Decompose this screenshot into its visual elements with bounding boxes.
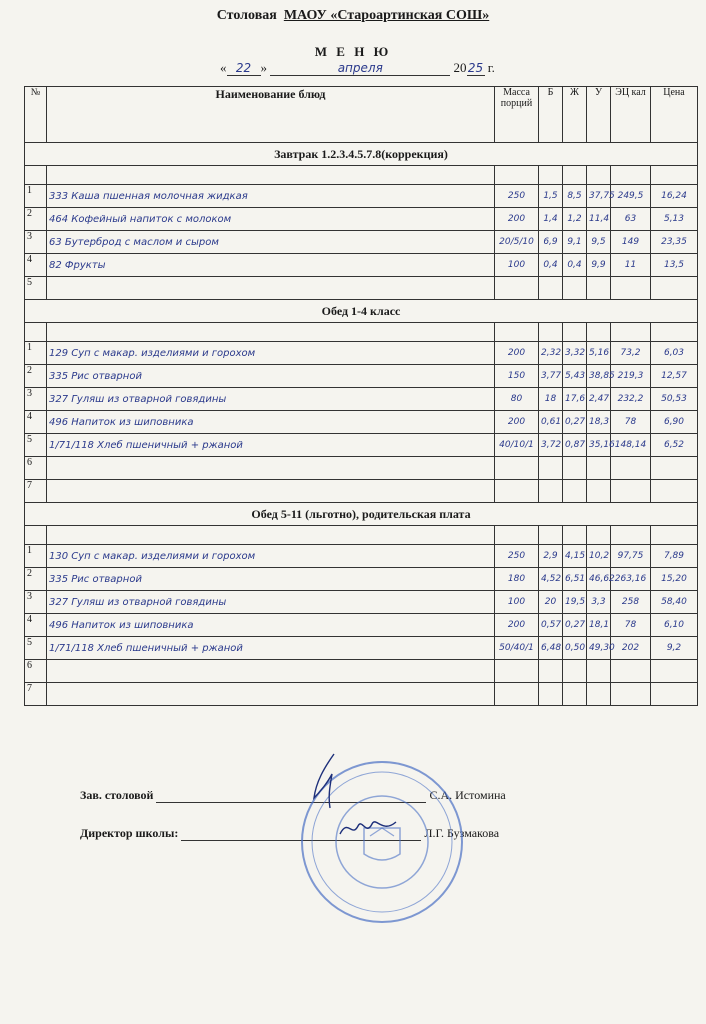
- fat-value: [563, 660, 587, 683]
- carbs-value: 9,5: [587, 231, 611, 254]
- portion-mass: 50/40/1: [495, 637, 539, 660]
- fat-value: [563, 277, 587, 300]
- row-number: 2: [25, 365, 47, 388]
- price-value: 6,90: [651, 411, 698, 434]
- fat-value: 8,5: [563, 185, 587, 208]
- energy-value: 232,2: [611, 388, 651, 411]
- head-name: С.А. Истомина: [429, 788, 506, 802]
- dish-name: 327 Гуляш из отварной говядины: [47, 591, 495, 614]
- protein-value: 18: [539, 388, 563, 411]
- protein-value: 0,4: [539, 254, 563, 277]
- table-row: [25, 277, 698, 300]
- section-header-row: [25, 300, 698, 323]
- section-title: Обед 1-4 класс: [25, 300, 698, 323]
- portion-mass: 250: [495, 185, 539, 208]
- row-number: 4: [25, 411, 47, 434]
- carbs-value: 35,16: [587, 434, 611, 457]
- price-value: 15,20: [651, 568, 698, 591]
- protein-value: [539, 480, 563, 503]
- portion-mass: 20/5/10: [495, 231, 539, 254]
- fat-value: 5,43: [563, 365, 587, 388]
- energy-value: [611, 457, 651, 480]
- menu-table: [24, 86, 698, 706]
- protein-value: 3,72: [539, 434, 563, 457]
- price-value: 23,35: [651, 231, 698, 254]
- energy-value: 11: [611, 254, 651, 277]
- carbs-value: [587, 660, 611, 683]
- table-row: [25, 660, 698, 683]
- dish-name: 82 Фрукты: [47, 254, 495, 277]
- date-day: 22: [227, 61, 261, 76]
- energy-value: [611, 277, 651, 300]
- portion-mass: 200: [495, 614, 539, 637]
- row-number: 4: [25, 614, 47, 637]
- carbs-value: 2,47: [587, 388, 611, 411]
- director-name: Л.Г. Бузмакова: [424, 826, 500, 840]
- row-number: 3: [25, 231, 47, 254]
- portion-mass: 250: [495, 545, 539, 568]
- dish-name: 335 Рис отварной: [47, 365, 495, 388]
- table-row: [25, 591, 698, 614]
- dish-name: [47, 277, 495, 300]
- dish-name: 333 Каша пшенная молочная жидкая: [47, 185, 495, 208]
- fat-value: 0,27: [563, 411, 587, 434]
- carbs-value: 38,85: [587, 365, 611, 388]
- director-label: Директор школы:: [80, 826, 179, 840]
- energy-value: 219,3: [611, 365, 651, 388]
- dish-name: [47, 457, 495, 480]
- fat-value: 0,27: [563, 614, 587, 637]
- row-number: 2: [25, 568, 47, 591]
- head-label: Зав. столовой: [80, 788, 154, 802]
- row-number: 5: [25, 277, 47, 300]
- row-number: 1: [25, 545, 47, 568]
- row-number: 6: [25, 457, 47, 480]
- protein-value: [539, 660, 563, 683]
- date-year: 25: [467, 61, 484, 75]
- director-signature-icon: [338, 812, 398, 842]
- carbs-value: 9,9: [587, 254, 611, 277]
- price-value: [651, 683, 698, 706]
- fat-value: [563, 480, 587, 503]
- section-title: Обед 5-11 (льготно), родительская плата: [25, 503, 698, 526]
- table-row: [25, 342, 698, 365]
- portion-mass: 80: [495, 388, 539, 411]
- portion-mass: 100: [495, 591, 539, 614]
- fat-value: 17,6: [563, 388, 587, 411]
- price-value: 50,53: [651, 388, 698, 411]
- carbs-value: [587, 480, 611, 503]
- portion-mass: 100: [495, 254, 539, 277]
- price-value: [651, 480, 698, 503]
- protein-value: 4,52: [539, 568, 563, 591]
- table-row: [25, 545, 698, 568]
- energy-value: 202: [611, 637, 651, 660]
- portion-mass: [495, 660, 539, 683]
- portion-mass: 200: [495, 342, 539, 365]
- date-suffix: г.: [487, 60, 495, 75]
- dish-name: 464 Кофейный напиток с молоком: [47, 208, 495, 231]
- portion-mass: [495, 683, 539, 706]
- dish-name: 1/71/118 Хлеб пшеничный + ржаной: [47, 637, 495, 660]
- dish-name: 130 Суп с макар. изделиями и горохом: [47, 545, 495, 568]
- col-zh-header: Ж: [563, 87, 587, 143]
- portion-mass: [495, 277, 539, 300]
- carbs-value: [587, 277, 611, 300]
- energy-value: 78: [611, 411, 651, 434]
- carbs-value: 37,75: [587, 185, 611, 208]
- price-value: 13,5: [651, 254, 698, 277]
- energy-value: 149: [611, 231, 651, 254]
- energy-value: [611, 660, 651, 683]
- col-name-header: Наименование блюд: [47, 87, 495, 143]
- row-number: 3: [25, 591, 47, 614]
- table-row: [25, 208, 698, 231]
- price-value: 9,2: [651, 637, 698, 660]
- table-row: [25, 365, 698, 388]
- title-organization: МАОУ «Староартинская СОШ»: [283, 8, 490, 23]
- document-title: [0, 8, 706, 24]
- date-year-prefix: 20: [453, 60, 467, 75]
- portion-mass: 200: [495, 208, 539, 231]
- price-value: [651, 277, 698, 300]
- fat-value: [563, 683, 587, 706]
- dish-name: [47, 480, 495, 503]
- protein-value: [539, 683, 563, 706]
- protein-value: 0,61: [539, 411, 563, 434]
- carbs-value: [587, 457, 611, 480]
- dish-name: [47, 683, 495, 706]
- head-signature-icon: [306, 752, 346, 812]
- table-row: [25, 434, 698, 457]
- energy-value: [611, 480, 651, 503]
- table-row: [25, 388, 698, 411]
- dish-name: 496 Напиток из шиповника: [47, 411, 495, 434]
- price-value: [651, 660, 698, 683]
- carbs-value: 18,1: [587, 614, 611, 637]
- section-title: Завтрак 1.2.3.4.5.7.8(коррекция): [25, 143, 698, 166]
- energy-value: 78: [611, 614, 651, 637]
- col-price-header: Цена: [651, 87, 698, 143]
- fat-value: 0,4: [563, 254, 587, 277]
- table-row: [25, 185, 698, 208]
- price-value: 6,52: [651, 434, 698, 457]
- row-number: 5: [25, 637, 47, 660]
- col-b-header: Б: [539, 87, 563, 143]
- menu-heading: М Е Н Ю: [314, 44, 392, 59]
- fat-value: 4,15: [563, 545, 587, 568]
- energy-value: 263,16: [611, 568, 651, 591]
- dish-name: 63 Бутерброд с маслом и сыром: [47, 231, 495, 254]
- dish-name: 496 Напиток из шиповника: [47, 614, 495, 637]
- table-row: [25, 231, 698, 254]
- row-number: 3: [25, 388, 47, 411]
- energy-value: 258: [611, 591, 651, 614]
- energy-value: 249,5: [611, 185, 651, 208]
- row-number: 1: [25, 185, 47, 208]
- table-row: [25, 568, 698, 591]
- carbs-value: 10,2: [587, 545, 611, 568]
- dish-name: [47, 660, 495, 683]
- section-header-row: [25, 503, 698, 526]
- protein-value: [539, 277, 563, 300]
- fat-value: [563, 457, 587, 480]
- protein-value: 0,57: [539, 614, 563, 637]
- row-number: 2: [25, 208, 47, 231]
- energy-value: 73,2: [611, 342, 651, 365]
- portion-mass: 180: [495, 568, 539, 591]
- protein-value: 6,48: [539, 637, 563, 660]
- section-header-row: [25, 143, 698, 166]
- protein-value: 3,77: [539, 365, 563, 388]
- price-value: 12,57: [651, 365, 698, 388]
- table-row: [25, 411, 698, 434]
- table-row: [25, 683, 698, 706]
- carbs-value: 3,3: [587, 591, 611, 614]
- fat-value: 0,50: [563, 637, 587, 660]
- price-value: 7,89: [651, 545, 698, 568]
- energy-value: 63: [611, 208, 651, 231]
- fat-value: 1,2: [563, 208, 587, 231]
- table-row: [25, 480, 698, 503]
- price-value: 58,40: [651, 591, 698, 614]
- fat-value: 19,5: [563, 591, 587, 614]
- col-mass-header: Масса порций: [495, 87, 539, 143]
- energy-value: [611, 683, 651, 706]
- dish-name: 1/71/118 Хлеб пшеничный + ржаной: [47, 434, 495, 457]
- price-value: 6,10: [651, 614, 698, 637]
- col-u-header: У: [587, 87, 611, 143]
- table-header-row: [25, 87, 698, 143]
- price-value: 16,24: [651, 185, 698, 208]
- portion-mass: 200: [495, 411, 539, 434]
- protein-value: 2,32: [539, 342, 563, 365]
- price-value: 6,03: [651, 342, 698, 365]
- table-row: [25, 614, 698, 637]
- protein-value: 20: [539, 591, 563, 614]
- carbs-value: 49,30: [587, 637, 611, 660]
- dish-name: 335 Рис отварной: [47, 568, 495, 591]
- protein-value: 6,9: [539, 231, 563, 254]
- carbs-value: 18,3: [587, 411, 611, 434]
- protein-value: [539, 457, 563, 480]
- carbs-value: 5,16: [587, 342, 611, 365]
- col-num-header: №: [25, 87, 47, 143]
- portion-mass: 40/10/1: [495, 434, 539, 457]
- title-prefix: Столовая: [216, 8, 277, 23]
- col-ek-header: ЭЦ кал: [611, 87, 651, 143]
- portion-mass: [495, 457, 539, 480]
- protein-value: 1,4: [539, 208, 563, 231]
- table-row: [25, 254, 698, 277]
- portion-mass: [495, 480, 539, 503]
- date-month: апреля: [270, 61, 450, 76]
- menu-date: « 22 » апреля 2025 г.: [220, 60, 495, 75]
- protein-value: 1,5: [539, 185, 563, 208]
- price-value: 5,13: [651, 208, 698, 231]
- section-spacer-row: [25, 166, 698, 185]
- energy-value: 148,14: [611, 434, 651, 457]
- fat-value: 6,51: [563, 568, 587, 591]
- fat-value: 9,1: [563, 231, 587, 254]
- price-value: [651, 457, 698, 480]
- row-number: 4: [25, 254, 47, 277]
- fat-value: 3,32: [563, 342, 587, 365]
- dish-name: 327 Гуляш из отварной говядины: [47, 388, 495, 411]
- portion-mass: 150: [495, 365, 539, 388]
- carbs-value: [587, 683, 611, 706]
- row-number: 1: [25, 342, 47, 365]
- section-spacer-row: [25, 526, 698, 545]
- row-number: 6: [25, 660, 47, 683]
- section-spacer-row: [25, 323, 698, 342]
- row-number: 7: [25, 683, 47, 706]
- table-row: [25, 457, 698, 480]
- carbs-value: 46,62: [587, 568, 611, 591]
- table-row: [25, 637, 698, 660]
- carbs-value: 11,4: [587, 208, 611, 231]
- row-number: 5: [25, 434, 47, 457]
- row-number: 7: [25, 480, 47, 503]
- fat-value: 0,87: [563, 434, 587, 457]
- energy-value: 97,75: [611, 545, 651, 568]
- dish-name: 129 Суп с макар. изделиями и горохом: [47, 342, 495, 365]
- protein-value: 2,9: [539, 545, 563, 568]
